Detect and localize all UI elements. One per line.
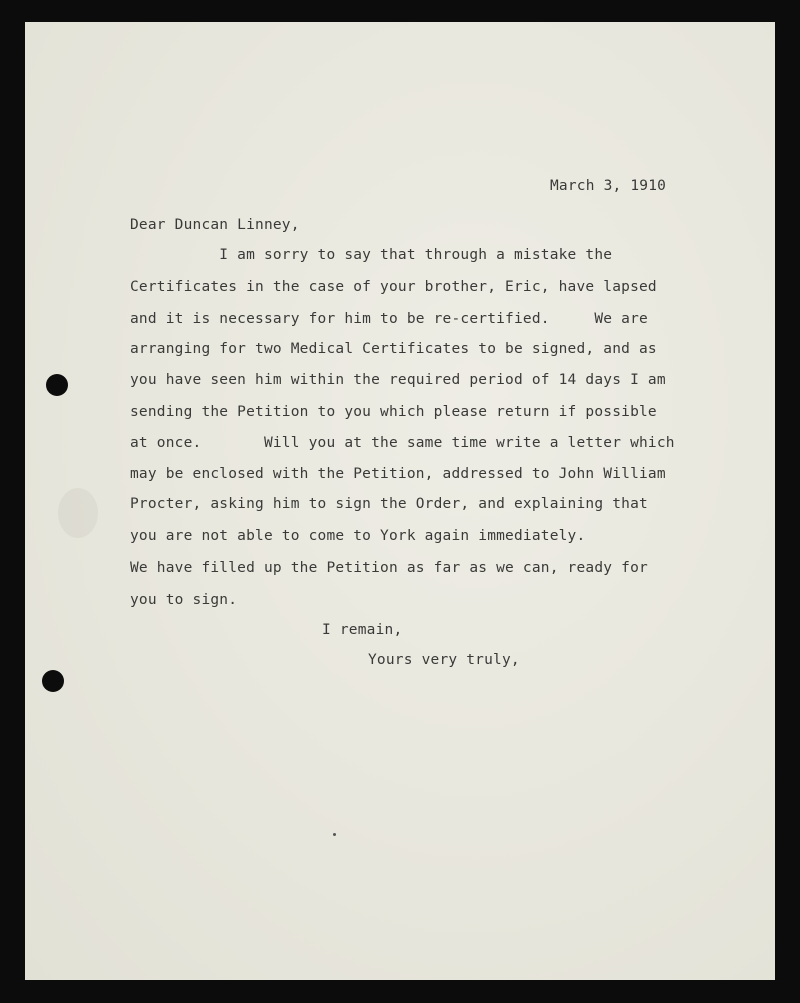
body-line: you have seen him within the required period of 14 days I am [130,372,666,388]
punch-hole-bottom [42,670,64,692]
body-line: sending the Petition to you which please return if possible [130,404,657,420]
body-line: and it is necessary for him to be re-certified. We are [130,311,648,327]
body-line: you are not able to come to York again immediately. [130,528,586,544]
body-line: We have filled up the Petition as far as we can, ready for [130,560,648,576]
letter-date: March 3, 1910 [550,178,667,194]
body-line: at once. Will you at the same time write a letter which [130,435,675,451]
letter-closing: I remain, [322,622,403,638]
letter-signoff: Yours very truly, [368,652,520,668]
body-line: I am sorry to say that through a mistake the [130,247,613,263]
punch-hole-top [46,374,68,396]
ink-speck [333,833,336,836]
body-line: Certificates in the case of your brother, Eric, have lapsed [130,279,657,295]
body-line: arranging for two Medical Certificates to be signed, and as [130,341,657,357]
body-line: may be enclosed with the Petition, addressed to John William [130,466,666,482]
paper-smudge [58,488,98,538]
body-line: you to sign. [130,592,238,608]
letter-salutation: Dear Duncan Linney, [130,217,300,233]
body-line: Procter, asking him to sign the Order, and explaining that [130,496,648,512]
